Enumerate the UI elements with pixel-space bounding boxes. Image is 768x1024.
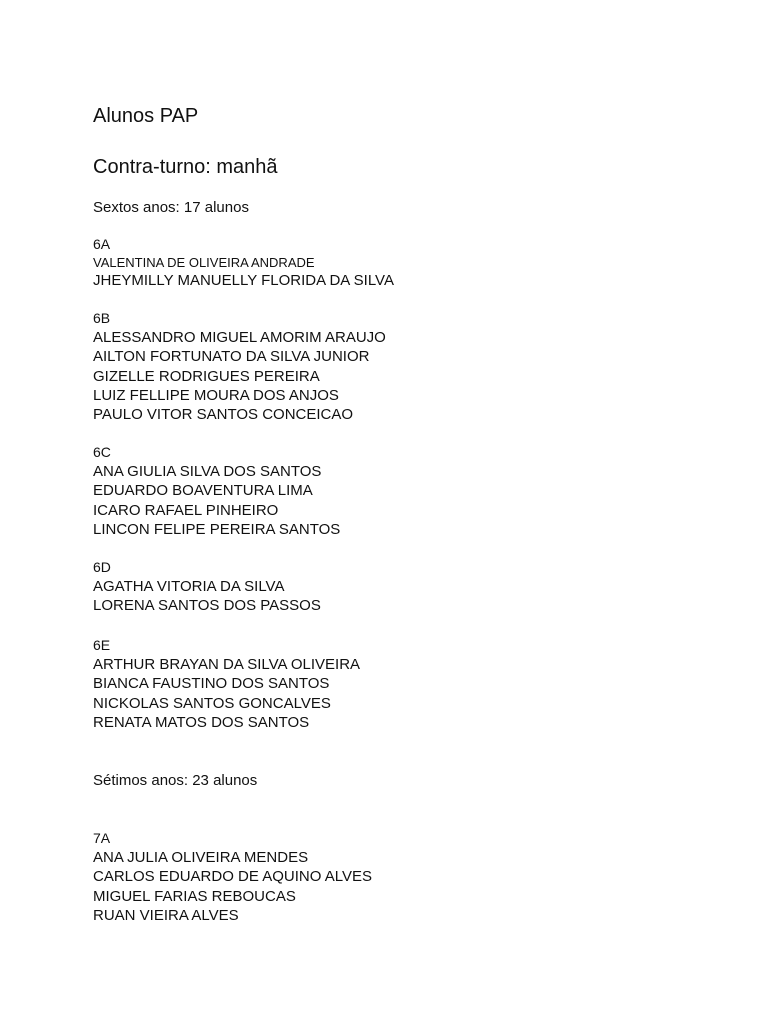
class-label: 6A	[93, 236, 111, 252]
class-group-6c	[93, 443, 340, 539]
class-group-6b	[93, 309, 386, 424]
student-name: MIGUEL FARIAS REBOUCAS	[93, 887, 296, 905]
section-label-setimos: Sétimos anos: 23 alunos	[93, 772, 258, 789]
class-group-6e	[93, 636, 360, 732]
student-name: EDUARDO BOAVENTURA LIMA	[93, 482, 313, 500]
class-label: 6D	[93, 559, 111, 575]
student-name: RUAN VIEIRA ALVES	[93, 906, 239, 924]
student-name: LINCON FELIPE PEREIRA SANTOS	[93, 520, 341, 538]
student-name: AILTON FORTUNATO DA SILVA JUNIOR	[93, 348, 370, 366]
class-group-7a	[93, 829, 372, 925]
student-name: RENATA MATOS DOS SANTOS	[93, 713, 310, 731]
student-name: AGATHA VITORIA DA SILVA	[93, 578, 285, 595]
student-name: ARTHUR BRAYAN DA SILVA OLIVEIRA	[93, 656, 361, 673]
class-label: 6E	[93, 637, 111, 653]
student-name: LUIZ FELLIPE MOURA DOS ANJOS	[93, 386, 339, 404]
class-group-6a	[93, 235, 394, 290]
student-name: ANA JULIA OLIVEIRA MENDES	[93, 849, 309, 866]
student-name: PAULO VITOR SANTOS CONCEICAO	[93, 406, 354, 424]
class-label: 6B	[93, 310, 111, 326]
student-name: ALESSANDRO MIGUEL AMORIM ARAUJO	[93, 329, 386, 346]
student-name: LORENA SANTOS DOS PASSOS	[93, 597, 321, 615]
student-name: VALENTINA DE OLIVEIRA ANDRADE	[93, 255, 315, 270]
student-name: GIZELLE RODRIGUES PEREIRA	[93, 367, 320, 385]
section-label-sextos: Sextos anos: 17 alunos	[93, 199, 249, 216]
class-label: 7A	[93, 830, 111, 846]
class-group-6d	[93, 558, 321, 616]
student-name: ICARO RAFAEL PINHEIRO	[93, 501, 279, 519]
student-name: CARLOS EDUARDO DE AQUINO ALVES	[93, 868, 372, 886]
student-name: BIANCA FAUSTINO DOS SANTOS	[93, 675, 330, 693]
class-label: 6C	[93, 444, 111, 460]
document-title: Alunos PAP	[93, 105, 199, 127]
document-subtitle: Contra-turno: manhã	[93, 156, 278, 178]
student-name: NICKOLAS SANTOS GONCALVES	[93, 694, 331, 712]
student-name: ANA GIULIA SILVA DOS SANTOS	[93, 463, 322, 480]
student-name: JHEYMILLY MANUELLY FLORIDA DA SILVA	[93, 272, 394, 289]
